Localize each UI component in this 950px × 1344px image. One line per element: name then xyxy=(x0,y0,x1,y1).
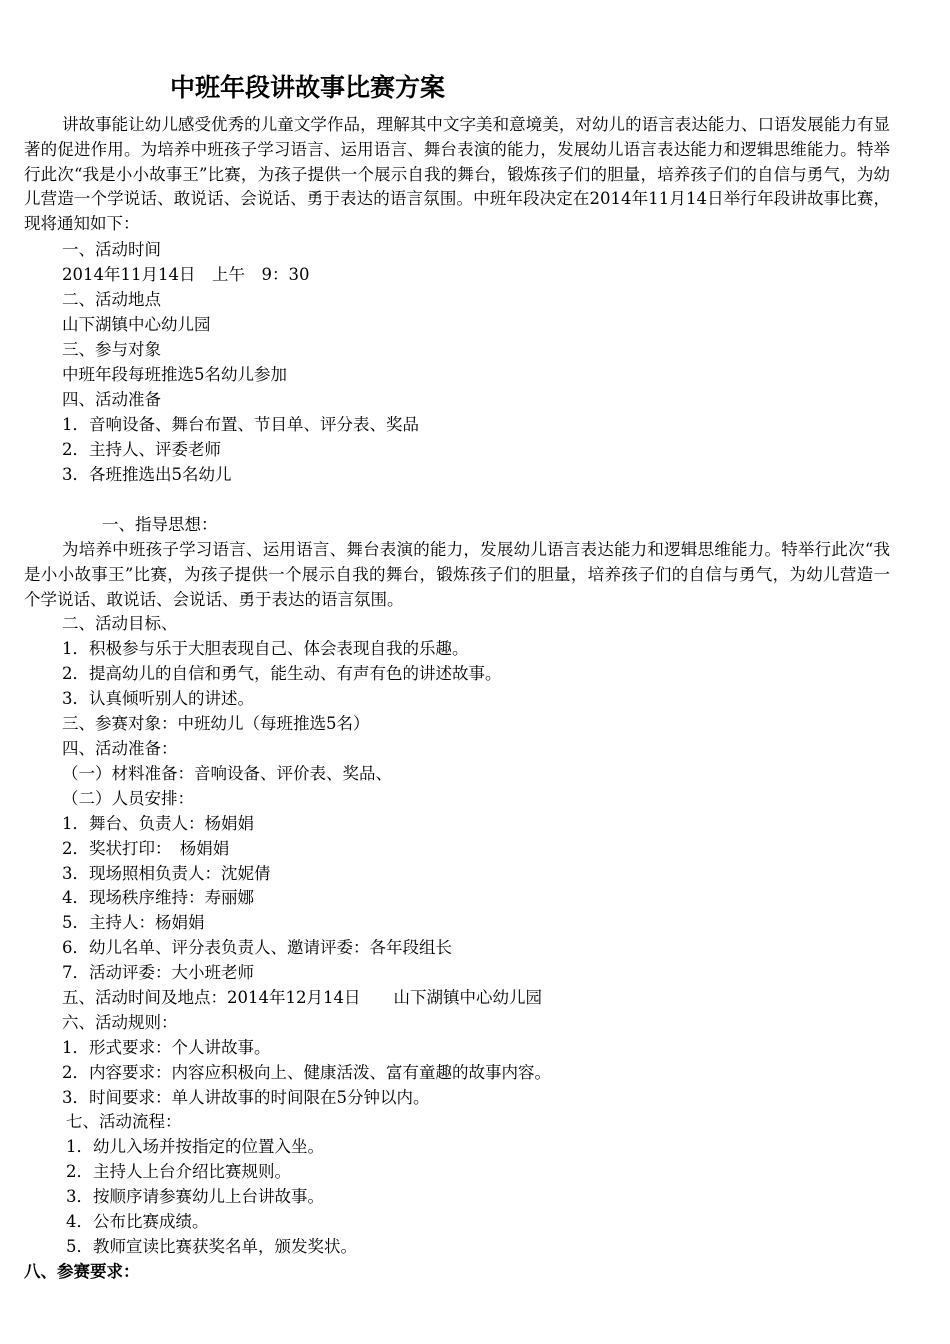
list-item: 2．主持人上台介绍比赛规则。 xyxy=(66,1162,291,1181)
section-heading: 六、活动规则： xyxy=(62,1013,178,1032)
list-item: 3．认真倾听别人的讲述。 xyxy=(62,689,254,708)
intro-paragraph: 讲故事能让幼儿感受优秀的儿童文学作品，理解其中文字美和意境美，对幼儿的语言表达能力、口语发展能力有显著的促进作用。为培养中班孩子学习语言、运用语言、舞台表演的能力，发展幼儿语言表达能力和逻辑思维能力。特举行此次“我是小小故事王”比赛，为孩子提供一个展示自我的舞台，锻炼孩子们的胆量，培养孩子们的自信与勇气，为幼儿营造一个学说话、敢说话、会说话、勇于表达的语言氛围。中班年段决定在2014年11月14日举行年段讲故事比赛，现将通知如下： xyxy=(24,115,890,234)
final-heading: 八、参赛要求： xyxy=(24,1262,140,1281)
document-title: 中班年段讲故事比赛方案 xyxy=(170,73,446,102)
section-heading: 七、活动流程： xyxy=(66,1112,182,1131)
list-item: 1．音响设备、舞台布置、节目单、评分表、奖品 xyxy=(62,415,419,434)
list-item: 3．时间要求：单人讲故事的时间限在5分钟以内。 xyxy=(62,1088,430,1107)
list-item: 1．积极参与乐于大胆表现自己、体会表现自我的乐趣。 xyxy=(62,639,469,658)
section-heading: 二、活动目标、 xyxy=(62,614,178,633)
list-item: 2．主持人、评委老师 xyxy=(62,440,221,459)
list-item: 2．内容要求：内容应积极向上、健康活泼、富有童趣的故事内容。 xyxy=(62,1063,551,1082)
section-line: 山下湖镇中心幼儿园 xyxy=(62,315,211,334)
guide-heading: 一、指导思想： xyxy=(102,515,218,534)
list-item: 1．形式要求：个人讲故事。 xyxy=(62,1038,271,1057)
list-item: 3．各班推选出5名幼儿 xyxy=(62,465,232,484)
list-item: 5．主持人：杨娟娟 xyxy=(62,913,205,932)
section-heading: 一、活动时间 xyxy=(62,240,161,259)
section-line: 2014年11月14日 上午 9：30 xyxy=(62,265,310,284)
list-item: 4．公布比赛成绩。 xyxy=(66,1212,209,1231)
list-item: （一）材料准备：音响设备、评价表、奖品、 xyxy=(62,764,392,783)
section-heading: 四、活动准备 xyxy=(62,390,161,409)
list-item: 7．活动评委：大小班老师 xyxy=(62,963,254,982)
list-item: 3．按顺序请参赛幼儿上台讲故事。 xyxy=(66,1187,324,1206)
section-heading: 三、参与对象 xyxy=(62,340,161,359)
section-heading: 五、活动时间及地点：2014年12月14日 山下湖镇中心幼儿园 xyxy=(62,988,542,1007)
list-item: 2．奖状打印： 杨娟娟 xyxy=(62,839,230,858)
list-item: 5．教师宣读比赛获奖名单，颁发奖状。 xyxy=(66,1237,357,1256)
list-item: 2．提高幼儿的自信和勇气，能生动、有声有色的讲述故事。 xyxy=(62,664,502,683)
list-item: 6．幼儿名单、评分表负责人、邀请评委：各年段组长 xyxy=(62,938,452,957)
section-heading: 四、活动准备： xyxy=(62,739,178,758)
list-item: 1．舞台、负责人：杨娟娟 xyxy=(62,814,254,833)
list-item: 1．幼儿入场并按指定的位置入坐。 xyxy=(66,1137,324,1156)
section-heading: 二、活动地点 xyxy=(62,290,161,309)
list-item: （二）人员安排： xyxy=(62,789,194,808)
section-line: 中班年段每班推选5名幼儿参加 xyxy=(62,365,287,384)
section-heading: 三、参赛对象：中班幼儿（每班推选5名） xyxy=(62,714,370,733)
list-item: 3．现场照相负责人：沈妮倩 xyxy=(62,864,271,883)
guide-paragraph: 为培养中班孩子学习语言、运用语言、舞台表演的能力，发展幼儿语言表达能力和逻辑思维能力。特举行此次“我是小小故事王”比赛，为孩子提供一个展示自我的舞台，锻炼孩子们的胆量，培养孩子们的自信与勇气，为幼儿营造一个学说话、敢说话、会说话、勇于表达的语言氛围。 xyxy=(24,540,890,609)
list-item: 4．现场秩序维持：寿丽娜 xyxy=(62,888,254,907)
